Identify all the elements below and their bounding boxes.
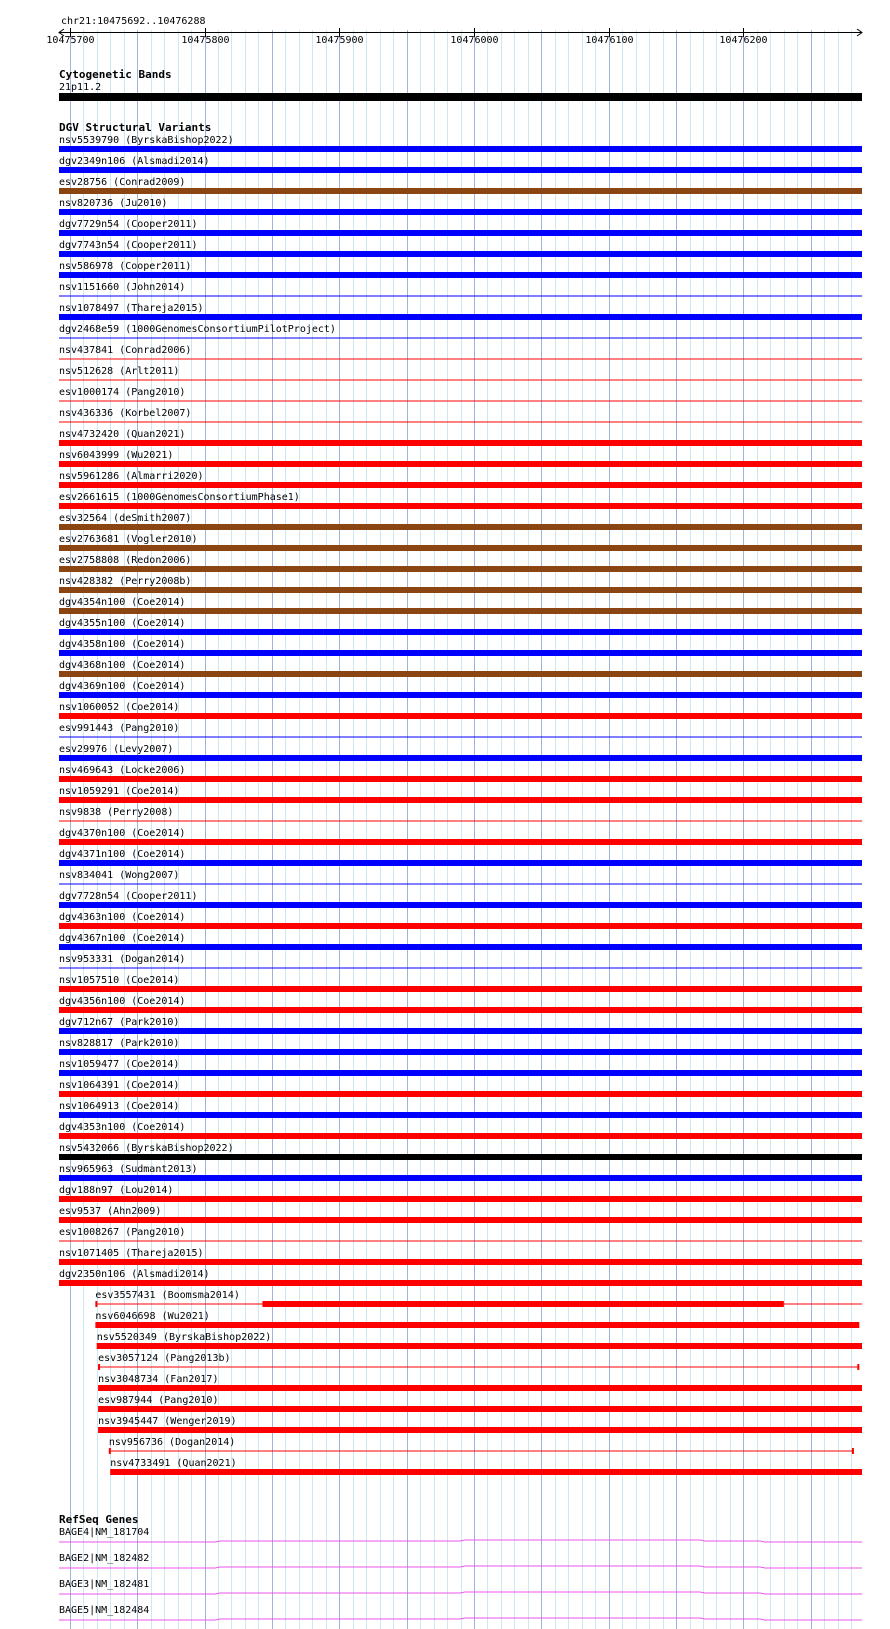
dgv-feature-label: dgv4363n100 (Coe2014) [59,912,186,923]
dgv-feature[interactable] [59,828,862,845]
dgv-feature-label: esv32564 (deSmith2007) [59,513,192,524]
dgv-feature-bar[interactable] [98,1427,862,1433]
dgv-feature-bar[interactable] [59,1049,862,1055]
dgv-feature-label: esv28756 (Conrad2009) [59,177,186,188]
dgv-feature[interactable] [59,555,862,572]
dgv-feature[interactable] [98,1416,862,1433]
dgv-feature[interactable] [59,1185,862,1202]
dgv-feature-bar[interactable] [59,986,862,992]
dgv-feature-bar[interactable] [59,713,862,719]
dgv-feature-bar[interactable] [59,608,862,614]
dgv-feature[interactable] [59,1059,862,1076]
dgv-feature[interactable] [59,723,862,738]
cytoband-bar[interactable] [59,93,862,101]
dgv-feature-label: dgv4354n100 (Coe2014) [59,597,186,608]
dgv-feature-bar[interactable] [59,692,862,698]
dgv-feature-bar[interactable] [59,587,862,593]
refseq-gene-line[interactable] [59,1566,862,1568]
dgv-feature-label: nsv5539790 (ByrskaBishop2022) [59,135,234,146]
dgv-feature-label: nsv5520349 (ByrskaBishop2022) [96,1332,272,1343]
refseq-gene-label: BAGE4|NM_181704 [59,1527,150,1538]
dgv-feature[interactable] [59,1269,862,1286]
dgv-feature-cap [852,1448,854,1454]
cytoband-track-title: Cytogenetic Bands [59,68,172,81]
dgv-feature-bar[interactable] [95,1322,859,1328]
coordinate-ruler[interactable] [46,28,862,46]
dgv-feature[interactable] [59,408,862,423]
refseq-gene-line[interactable] [59,1618,862,1620]
dgv-feature-label: nsv1060052 (Coe2014) [59,702,180,713]
dgv-feature-bar[interactable] [59,524,862,530]
dgv-feature-bar[interactable] [59,209,862,215]
dgv-feature-label: dgv7743n54 (Cooper2011) [59,240,198,251]
dgv-feature-bar[interactable] [59,1091,862,1097]
dgv-feature-bar[interactable] [59,1217,862,1223]
dgv-feature[interactable] [59,366,862,381]
dgv-feature-label: dgv7728n54 (Cooper2011) [59,891,198,902]
dgv-feature[interactable] [59,849,862,866]
refseq-gene-label: BAGE3|NM_182481 [59,1579,150,1590]
dgv-feature[interactable] [98,1374,862,1391]
dgv-feature[interactable] [95,1290,862,1307]
dgv-feature-bar[interactable] [59,902,862,908]
dgv-feature-label: esv2661615 (1000GenomesConsortiumPhase1) [59,492,300,503]
dgv-feature[interactable] [59,681,862,698]
dgv-feature-line[interactable] [59,359,862,360]
dgv-feature-label: esv2758808 (Redon2006) [59,555,192,566]
refseq-gene[interactable] [59,1527,862,1542]
dgv-feature-bar[interactable] [59,839,862,845]
ruler-tick-label: 10476100 [585,35,634,46]
refseq-gene-line[interactable] [59,1592,862,1594]
dgv-feature-bar[interactable] [59,1028,862,1034]
dgv-feature-cap [857,1364,859,1370]
dgv-feature-label: nsv834041 (Wong2007) [59,870,180,881]
dgv-feature-line[interactable] [59,1241,862,1242]
dgv-feature-label: nsv6046698 (Wu2021) [95,1311,210,1322]
dgv-feature-line[interactable] [59,401,862,402]
dgv-feature[interactable] [59,303,862,320]
dgv-feature-bar[interactable] [262,1301,783,1307]
cytoband-label: 21p11.2 [59,82,102,93]
dgv-features [59,135,862,1475]
dgv-feature[interactable] [59,345,862,360]
dgv-feature-label: nsv1059291 (Coe2014) [59,786,180,797]
dgv-feature-cap [98,1364,100,1370]
dgv-feature-label: nsv1064391 (Coe2014) [59,1080,180,1091]
dgv-feature-label: nsv469643 (Locke2006) [59,765,186,776]
dgv-feature-label: esv1000174 (Pang2010) [59,387,186,398]
dgv-feature-label: nsv4733491 (Quan2021) [110,1458,237,1469]
dgv-feature-line[interactable] [59,737,862,738]
dgv-feature-label: esv987944 (Pang2010) [98,1395,219,1406]
ruler-tick-label: 10475900 [315,35,364,46]
dgv-feature-label: nsv1057510 (Coe2014) [59,975,180,986]
dgv-feature[interactable] [59,219,862,236]
dgv-feature-label: nsv965963 (Sudmant2013) [59,1164,198,1175]
dgv-feature-label: esv3557431 (Boomsma2014) [95,1290,240,1301]
dgv-feature-label: nsv586978 (Cooper2011) [59,261,192,272]
dgv-feature-label: nsv1078497 (Thareja2015) [59,303,204,314]
dgv-feature-label: dgv4370n100 (Coe2014) [59,828,186,839]
dgv-feature-bar[interactable] [59,1259,862,1265]
dgv-feature[interactable] [59,744,862,761]
refseq-gene-line[interactable] [59,1540,862,1542]
dgv-feature[interactable] [59,660,862,677]
dgv-feature-line[interactable] [59,380,862,381]
dgv-feature[interactable] [59,954,862,969]
dgv-feature[interactable] [59,576,862,593]
dgv-feature[interactable] [97,1332,862,1349]
dgv-feature-label: esv1008267 (Pang2010) [59,1227,186,1238]
dgv-feature[interactable] [59,1017,862,1034]
dgv-feature-bar[interactable] [59,1133,862,1139]
dgv-feature-label: dgv4358n100 (Coe2014) [59,639,186,650]
dgv-feature-bar[interactable] [59,755,862,761]
refseq-track-title: RefSeq Genes [59,1513,139,1526]
dgv-feature[interactable] [59,1227,862,1242]
dgv-feature[interactable] [59,807,862,822]
dgv-feature-bar[interactable] [59,482,862,488]
dgv-feature[interactable] [59,891,862,908]
dgv-feature[interactable] [109,1437,854,1454]
dgv-feature-label: dgv712n67 (Park2010) [59,1017,180,1028]
dgv-feature[interactable] [59,1248,862,1265]
dgv-feature[interactable] [59,975,862,992]
dgv-feature[interactable] [59,240,862,257]
dgv-feature-bar[interactable] [59,272,862,278]
dgv-feature-bar[interactable] [59,146,862,152]
dgv-feature-label: nsv5961286 (Almarri2020) [59,471,204,482]
dgv-feature-label: nsv1071405 (Thareja2015) [59,1248,204,1259]
dgv-feature-label: nsv4732420 (Quan2021) [59,429,186,440]
dgv-feature-label: nsv953331 (Dogan2014) [59,954,186,965]
dgv-feature-label: nsv820736 (Ju2010) [59,198,168,209]
dgv-feature-label: dgv4369n100 (Coe2014) [59,681,186,692]
dgv-feature-cap [95,1301,97,1307]
dgv-feature-label: nsv1059477 (Coe2014) [59,1059,180,1070]
dgv-feature[interactable] [59,198,862,215]
dgv-feature-bar[interactable] [59,503,862,509]
dgv-feature-label: nsv3048734 (Fan2017) [98,1374,219,1385]
dgv-feature-label: nsv3945447 (Wenger2019) [98,1416,237,1427]
dgv-feature-label: esv2763681 (Vogler2010) [59,534,198,545]
dgv-feature-line[interactable] [59,884,862,885]
dgv-feature-line[interactable] [59,338,862,339]
dgv-feature-label: nsv512628 (Arlt2011) [59,366,180,377]
dgv-feature-label: dgv4371n100 (Coe2014) [59,849,186,860]
dgv-feature-line[interactable] [59,968,862,969]
dgv-feature-bar[interactable] [59,1154,862,1160]
refseq-gene[interactable] [59,1553,862,1568]
dgv-feature[interactable] [59,513,862,530]
dgv-feature[interactable] [59,933,862,950]
dgv-feature[interactable] [59,1143,862,1160]
dgv-feature[interactable] [59,387,862,402]
ruler-tick-label: 10475700 [46,35,95,46]
dgv-feature[interactable] [95,1311,859,1328]
dgv-feature[interactable] [110,1458,862,1475]
dgv-feature-bar[interactable] [59,860,862,866]
dgv-feature[interactable] [59,912,862,929]
dgv-feature[interactable] [59,135,862,152]
dgv-feature[interactable] [98,1395,862,1412]
dgv-feature[interactable] [59,765,862,782]
dgv-feature-bar[interactable] [59,314,862,320]
refseq-gene[interactable] [59,1579,862,1594]
ruler-tick-label: 10476200 [719,35,768,46]
dgv-feature-bar[interactable] [59,566,862,572]
dgv-feature-bar[interactable] [59,461,862,467]
dgv-feature-bar[interactable] [59,188,862,194]
dgv-feature-label: nsv437841 (Conrad2006) [59,345,192,356]
dgv-feature[interactable] [59,534,862,551]
dgv-feature-label: dgv7729n54 (Cooper2011) [59,219,198,230]
dgv-feature[interactable] [59,1038,862,1055]
dgv-feature-bar[interactable] [59,167,862,173]
dgv-feature-bar[interactable] [59,944,862,950]
dgv-feature[interactable] [59,1164,862,1181]
dgv-feature-label: nsv5432066 (ByrskaBishop2022) [59,1143,234,1154]
dgv-feature[interactable] [59,450,862,467]
dgv-feature-label: nsv956736 (Dogan2014) [108,1437,236,1448]
dgv-feature-bar[interactable] [59,1175,862,1181]
dgv-feature[interactable] [59,702,862,719]
dgv-feature-bar[interactable] [59,671,862,677]
dgv-feature[interactable] [59,618,862,635]
dgv-feature-bar[interactable] [59,629,862,635]
dgv-feature-label: nsv1151660 (John2014) [59,282,186,293]
dgv-feature-label: esv991443 (Pang2010) [59,723,180,734]
dgv-feature-label: dgv4367n100 (Coe2014) [59,933,186,944]
region-label: chr21:10475692..10476288 [61,16,206,27]
dgv-feature[interactable] [59,1206,862,1223]
dgv-feature[interactable] [59,1101,862,1118]
dgv-feature[interactable] [59,870,862,885]
dgv-feature-bar[interactable] [59,1280,862,1286]
dgv-feature-label: nsv1064913 (Coe2014) [59,1101,180,1112]
refseq-gene[interactable] [59,1605,862,1620]
dgv-feature[interactable] [59,177,862,194]
dgv-feature-bar[interactable] [59,1070,862,1076]
dgv-feature[interactable] [98,1353,859,1370]
dgv-feature-label: nsv9838 (Perry2008) [59,807,174,818]
dgv-feature[interactable] [59,156,862,173]
dgv-feature[interactable] [59,429,862,446]
dgv-feature-label: dgv4355n100 (Coe2014) [59,618,186,629]
dgv-feature-bar[interactable] [59,1112,862,1118]
dgv-feature-line[interactable] [98,1367,859,1368]
dgv-track-title: DGV Structural Variants [59,121,212,134]
dgv-feature[interactable] [59,1080,862,1097]
dgv-feature-bar[interactable] [59,251,862,257]
dgv-feature-label: dgv188n97 (Lou2014) [59,1185,174,1196]
refseq-genes [59,1527,862,1620]
dgv-feature-bar[interactable] [59,230,862,236]
dgv-feature[interactable] [59,597,862,614]
dgv-feature-line[interactable] [109,1451,854,1452]
dgv-feature[interactable] [59,471,862,488]
refseq-gene-label: BAGE2|NM_182482 [59,1553,150,1564]
dgv-feature-label: esv9537 (Ahn2009) [59,1206,162,1217]
dgv-feature-label: esv3057124 (Pang2013b) [98,1353,231,1364]
dgv-feature-bar[interactable] [59,797,862,803]
dgv-feature-label: dgv2350n106 (Alsmadi2014) [59,1269,210,1280]
dgv-feature[interactable] [59,1122,862,1139]
dgv-feature[interactable] [59,786,862,803]
dgv-feature-label: esv29976 (Levy2007) [59,744,174,755]
dgv-feature-line[interactable] [59,821,862,822]
dgv-feature-label: dgv4368n100 (Coe2014) [59,660,186,671]
dgv-feature-label: dgv4356n100 (Coe2014) [59,996,186,1007]
dgv-feature-label: nsv6043999 (Wu2021) [59,450,174,461]
dgv-feature-bar[interactable] [59,650,862,656]
dgv-feature[interactable] [59,324,862,339]
dgv-feature-line[interactable] [59,422,862,423]
ruler-tick-label: 10475800 [181,35,230,46]
ruler-tick-label: 10476000 [450,35,499,46]
dgv-feature-bar[interactable] [59,923,862,929]
dgv-feature-bar[interactable] [59,1196,862,1202]
dgv-feature-label: dgv2349n106 (Alsmadi2014) [59,156,210,167]
dgv-feature-bar[interactable] [98,1385,862,1391]
dgv-feature-label: nsv436336 (Korbel2007) [59,408,192,419]
dgv-feature[interactable] [59,261,862,278]
dgv-feature-bar[interactable] [59,776,862,782]
dgv-feature-bar[interactable] [59,1007,862,1013]
refseq-gene-label: BAGE5|NM_182484 [59,1605,150,1616]
dgv-feature-bar[interactable] [59,545,862,551]
dgv-feature-bar[interactable] [110,1469,862,1475]
dgv-feature-bar[interactable] [97,1343,862,1349]
dgv-feature-label: nsv428382 (Perry2008b) [59,576,192,587]
dgv-feature[interactable] [59,282,862,297]
dgv-feature-label: nsv828817 (Park2010) [59,1038,180,1049]
dgv-feature[interactable] [59,492,862,509]
dgv-feature-line[interactable] [59,296,862,297]
dgv-feature[interactable] [59,639,862,656]
dgv-feature-label: dgv4353n100 (Coe2014) [59,1122,186,1133]
dgv-feature[interactable] [59,996,862,1013]
dgv-feature-label: dgv2468e59 (1000GenomesConsortiumPilotProject) [59,324,336,335]
dgv-feature-bar[interactable] [59,440,862,446]
dgv-feature-bar[interactable] [98,1406,862,1412]
dgv-feature-cap [109,1448,111,1454]
